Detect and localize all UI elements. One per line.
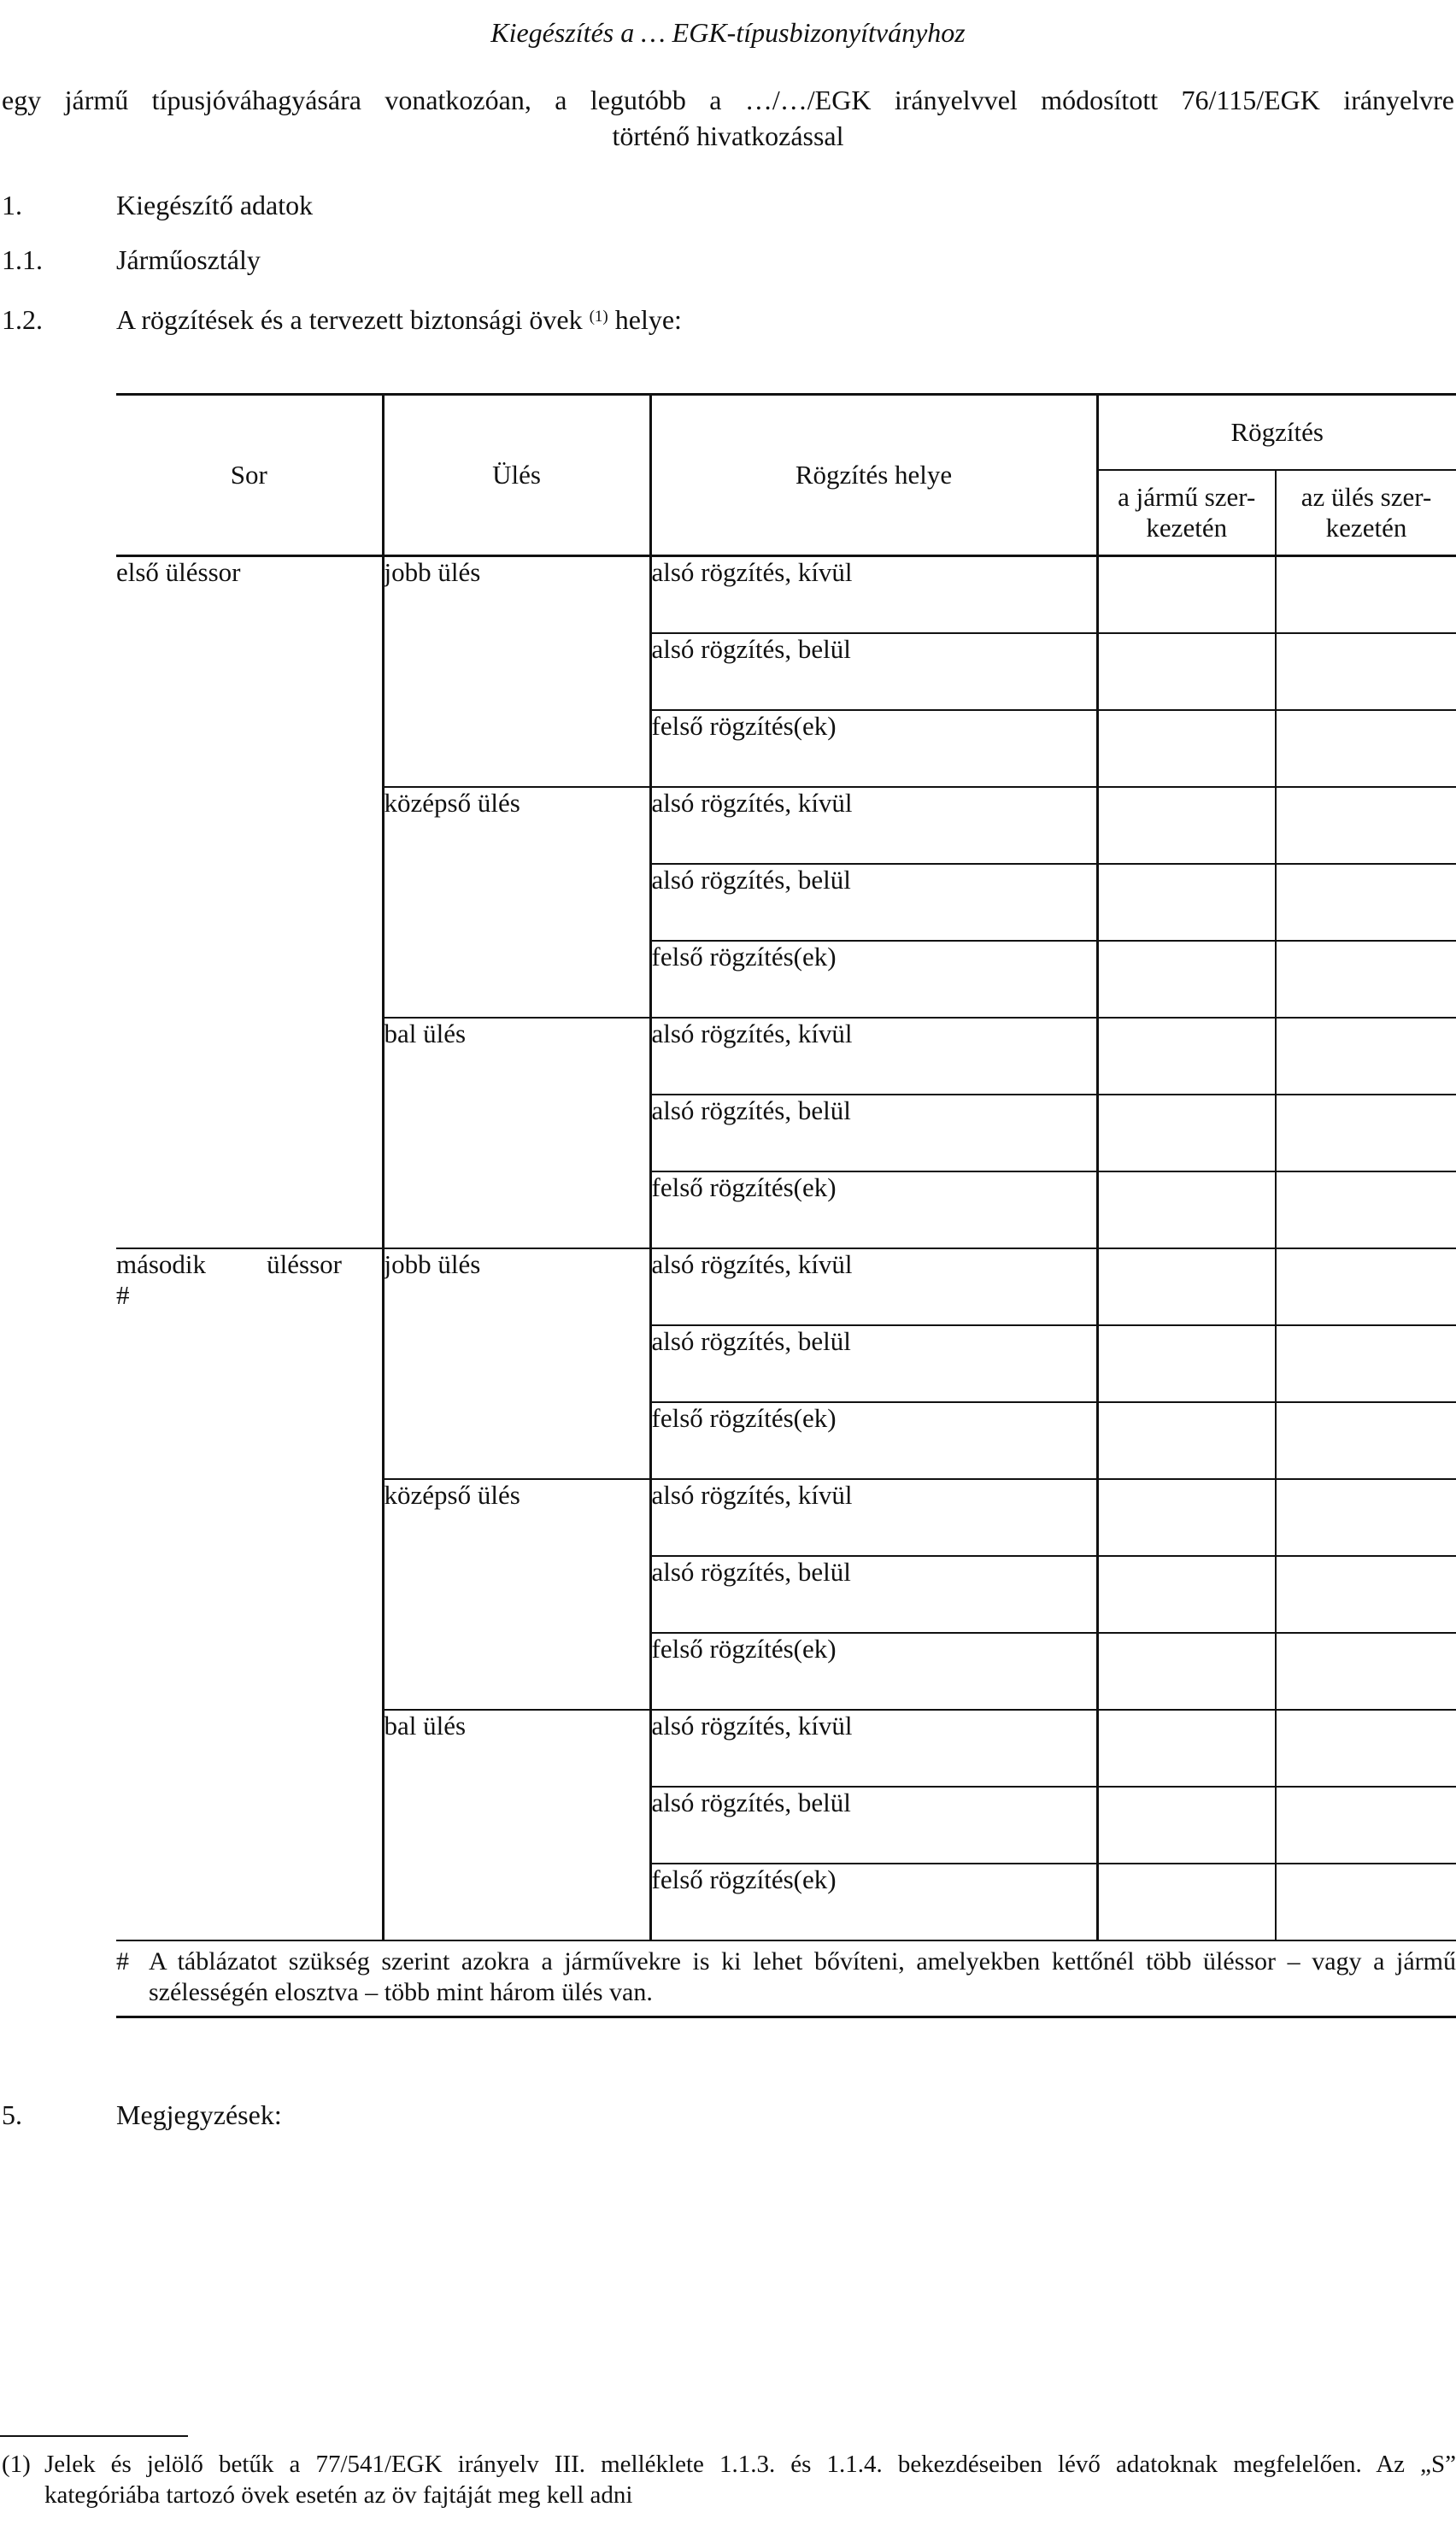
document-title: Kiegészítés a … EGK-típusbizonyítványhoz [490,17,966,48]
vehicle-structure-cell[interactable] [1097,1710,1276,1787]
footnote-body [44,2449,1456,2510]
section-heading-tail: helye: [608,304,682,335]
vehicle-structure-cell[interactable] [1097,1171,1276,1248]
section-number: 5. [2,2099,22,2130]
vehicle-structure-cell[interactable] [1097,1633,1276,1710]
section-heading: Kiegészítő adatok [116,190,314,220]
seat-structure-cell[interactable] [1276,1402,1456,1479]
position-cell: felső rögzítés(ek) [650,941,1097,1018]
seat-structure-cell[interactable] [1276,1171,1456,1248]
position-cell: alsó rögzítés, belül [650,864,1097,941]
footnote [0,2449,1456,2510]
seat-structure-cell[interactable] [1276,864,1456,941]
seat-cell: bal ülés [383,1710,650,1940]
seat-cell: középső ülés [383,1479,650,1710]
seat-structure-cell[interactable] [1276,941,1456,1018]
header-ules: Ülés [383,395,650,556]
position-cell: alsó rögzítés, belül [650,1787,1097,1864]
section-heading-text: A rögzítések és a tervezett biztonsági övek [116,304,583,335]
header-jarmu-szerkezeten [1097,470,1276,556]
seat-structure-cell[interactable] [1276,787,1456,864]
seat-cell: bal ülés [383,1018,650,1248]
vehicle-structure-cell[interactable] [1097,1864,1276,1940]
position-cell: alsó rögzítés, belül [650,633,1097,710]
anchorage-table [116,393,1456,1941]
vehicle-structure-cell[interactable] [1097,864,1276,941]
section-heading [116,304,682,336]
vehicle-structure-cell[interactable] [1097,1018,1276,1095]
seat-structure-cell[interactable] [1276,1479,1456,1556]
intro-line-1: egy jármű típusjóváhagyására vonatkozóan, a legutóbb a …/…/EGK irányelvvel módosított 76/115/EGK irányelvre [2,85,1454,115]
vehicle-structure-cell[interactable] [1097,941,1276,1018]
table-bottom-rule [116,2016,1456,2018]
table-note-body [149,1946,1456,2008]
header-ules-szerk-line-2: kezetén [1325,513,1407,543]
row-label-second-text: második üléssor [116,1249,342,1279]
intro-paragraph [0,82,1456,154]
row-label-first: első üléssor [116,556,383,1249]
table-note [116,1946,1456,2008]
seat-cell: jobb ülés [383,1248,650,1479]
vehicle-structure-cell[interactable] [1097,1402,1276,1479]
vehicle-structure-cell[interactable] [1097,1095,1276,1171]
seat-structure-cell[interactable] [1276,1556,1456,1633]
position-cell: alsó rögzítés, kívül [650,1710,1097,1787]
position-cell: felső rögzítés(ek) [650,1633,1097,1710]
position-cell: alsó rögzítés, belül [650,1556,1097,1633]
table-note-line-2: szélességén elosztva – több mint három ülés van. [149,1978,653,2006]
position-cell: alsó rögzítés, kívül [650,1479,1097,1556]
footnote-separator [0,2435,188,2437]
table-note-line-1: A táblázatot szükség szerint azokra a járművekre is ki lehet bővíteni, amelyekben kettőnél több üléssor – vagy a jármű [149,1947,1456,1976]
seat-cell: jobb ülés [383,556,650,788]
header-ules-szerk-line-1: az ülés szer- [1300,482,1432,512]
position-cell: felső rögzítés(ek) [650,710,1097,787]
footnote-line-2: kategóriába tartozó övek esetén az öv fajtáját meg kell adni [44,2481,633,2509]
position-cell: felső rögzítés(ek) [650,1171,1097,1248]
footnote-ref: (1) [589,308,608,326]
section-number: 1. [2,190,22,220]
position-cell: felső rögzítés(ek) [650,1864,1097,1940]
position-cell: alsó rögzítés, kívül [650,1248,1097,1325]
section-number: 1.2. [2,304,43,335]
seat-cell: középső ülés [383,787,650,1018]
footnote-mark: (1) [2,2451,31,2478]
vehicle-structure-cell[interactable] [1097,1479,1276,1556]
vehicle-structure-cell[interactable] [1097,1787,1276,1864]
header-jarmu-line-2: kezetén [1146,513,1228,543]
header-sor: Sor [116,395,383,556]
footnote-line-1: Jelek és jelölő betűk a 77/541/EGK irányelv III. melléklete 1.1.3. és 1.1.4. bekezdéseiben lévő adatoknak megfelelően. Az „S” [44,2451,1456,2478]
position-cell: alsó rögzítés, kívül [650,787,1097,864]
seat-structure-cell[interactable] [1276,1248,1456,1325]
seat-structure-cell[interactable] [1276,633,1456,710]
vehicle-structure-cell[interactable] [1097,633,1276,710]
vehicle-structure-cell[interactable] [1097,1325,1276,1402]
position-cell: felső rögzítés(ek) [650,1402,1097,1479]
seat-structure-cell[interactable] [1276,1710,1456,1787]
seat-structure-cell[interactable] [1276,1325,1456,1402]
vehicle-structure-cell[interactable] [1097,1248,1276,1325]
row-label-second [116,1248,383,1940]
header-jarmu-line-1: a jármű szer- [1118,482,1256,512]
position-cell: alsó rögzítés, belül [650,1325,1097,1402]
vehicle-structure-cell[interactable] [1097,556,1276,634]
seat-structure-cell[interactable] [1276,1095,1456,1171]
intro-line-2: történő hivatkozással [612,120,844,151]
seat-structure-cell[interactable] [1276,1864,1456,1940]
section-heading: Járműosztály [116,244,261,275]
position-cell: alsó rögzítés, kívül [650,1018,1097,1095]
seat-structure-cell[interactable] [1276,556,1456,634]
table-note-mark: # [116,1947,129,1976]
seat-structure-cell[interactable] [1276,1018,1456,1095]
header-ules-szerkezeten [1276,470,1456,556]
seat-structure-cell[interactable] [1276,1633,1456,1710]
row-label-second-mark: # [116,1280,130,1310]
vehicle-structure-cell[interactable] [1097,1556,1276,1633]
table-body [116,556,1456,1941]
vehicle-structure-cell[interactable] [1097,787,1276,864]
header-rogzites-helye: Rögzítés helye [650,395,1097,556]
seat-structure-cell[interactable] [1276,710,1456,787]
header-rogzites: Rögzítés [1097,395,1456,471]
section-number: 1.1. [2,244,43,275]
position-cell: alsó rögzítés, kívül [650,556,1097,634]
section-heading: Megjegyzések: [116,2099,282,2130]
seat-structure-cell[interactable] [1276,1787,1456,1864]
vehicle-structure-cell[interactable] [1097,710,1276,787]
position-cell: alsó rögzítés, belül [650,1095,1097,1171]
